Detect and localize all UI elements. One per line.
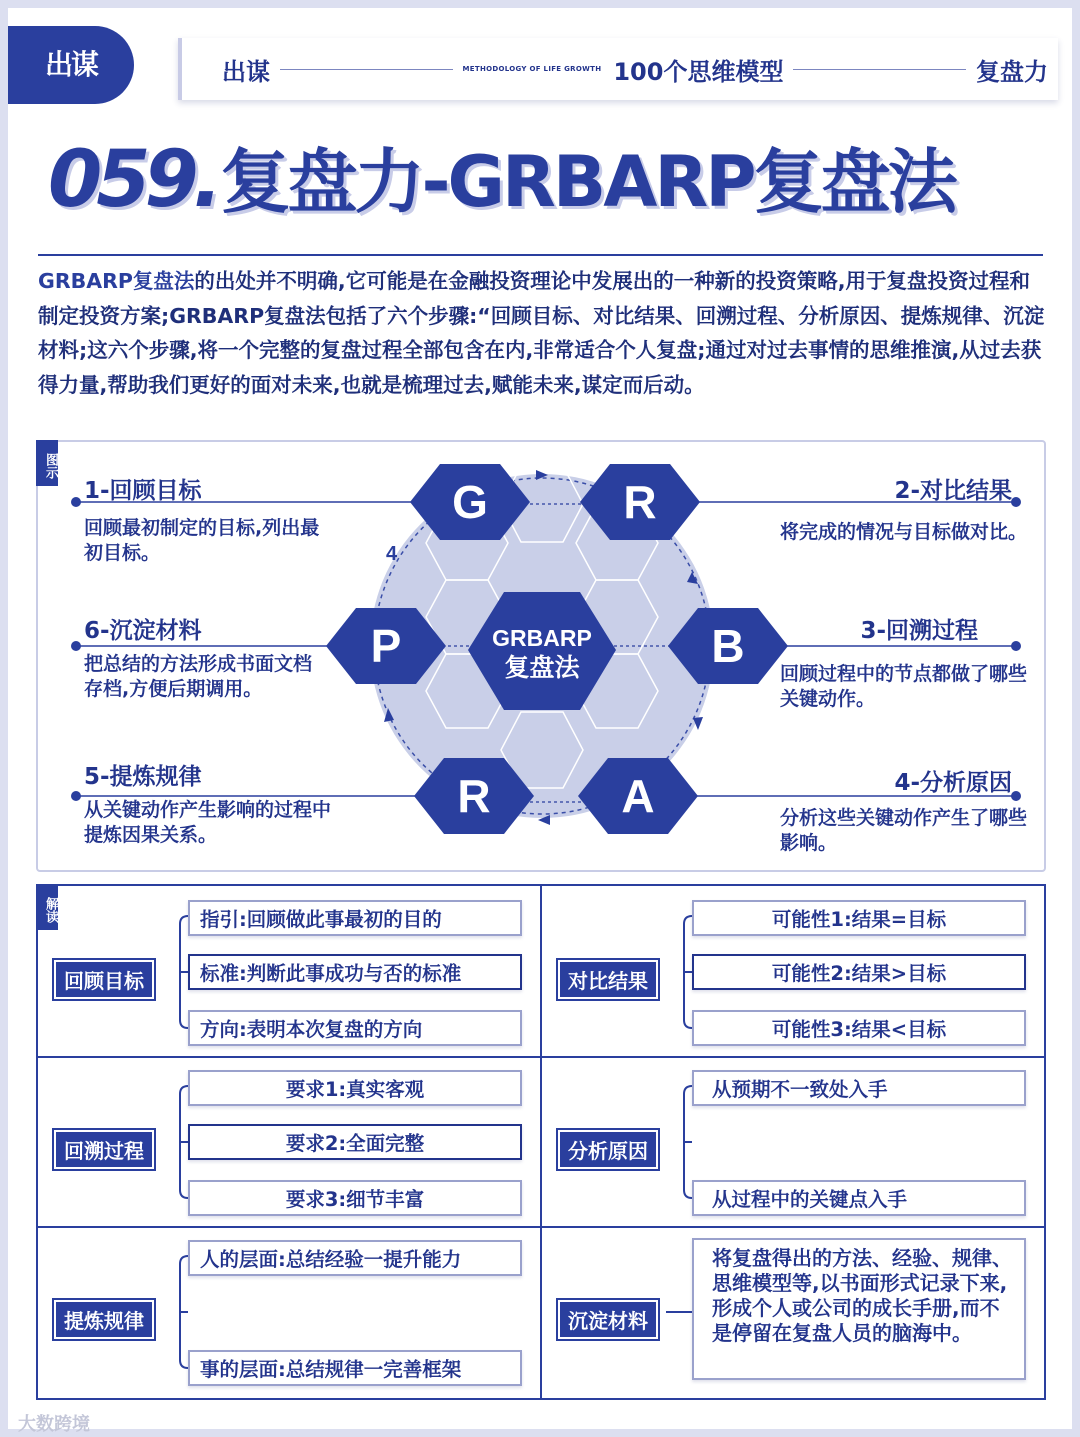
header-small-label: METHODOLOGY OF LIFE GROWTH: [462, 65, 602, 73]
brand-logo: [8, 26, 134, 104]
center-label-2: 复盘法: [504, 653, 580, 682]
hex-r1-letter: R: [623, 476, 657, 528]
intro-paragraph: [38, 264, 1048, 402]
hex-g-letter: G: [452, 476, 488, 528]
header-series-label: 100个思维模型: [613, 57, 784, 86]
deposit-text: 将复盘得出的方法、经验、规律、思维模型等,以书面形式记录下来,形成个人或公司的成长手册,而不是停留在复盘人员的脑海中。: [692, 1238, 1026, 1380]
step-5-title: 5-提炼规律: [84, 764, 202, 790]
category-deposit-material: 沉淀材料: [556, 1298, 660, 1341]
step-1-title: 1-回顾目标: [84, 478, 202, 504]
compare-item-3: 可能性3:结果<目标: [692, 1010, 1026, 1046]
step-3-desc: 回顾过程中的节点都做了哪些关键动作。: [780, 663, 1028, 710]
diagram-tag: 图示: [36, 440, 58, 486]
step-5-desc: 从关键动作产生影响的过程中提炼因果关系。: [84, 799, 332, 846]
review-item-1: 指引:回顾做此事最初的目的: [188, 900, 522, 936]
intro-body: 的出处并不明确,它可能是在金融投资理论中发展出的一种新的投资策略,用于复盘投资过程和制定投资方案;GRBARP复盘法包括了六个步骤:“回顾目标、对比结果、回溯过程、分析原因、提炼规律、沉淀材料;这六个步骤,将一个完整的复盘过程全部包含在内,非常适合个人复盘;通过对过去事情的思维推演,从过去获得力量,帮助我们更好的面对未来,也就是梳理过去,赋能未来,谋定而后动。: [38, 269, 1045, 397]
refine-item-1: 人的层面:总结经验一提升能力: [188, 1240, 522, 1276]
intro-lead: GRBARP复盘法: [38, 269, 195, 293]
step-3-title: 3-回溯过程: [860, 618, 978, 644]
step-4-title: 4-分析原因: [894, 770, 1012, 796]
header-divider: [280, 69, 453, 70]
center-label-1: GRBARP: [492, 625, 592, 651]
review-item-3: 方向:表明本次复盘的方向: [188, 1010, 522, 1046]
reading-tag: 解读: [36, 884, 58, 930]
step-1-desc: 回顾最初制定的目标,列出最初目标。: [84, 517, 320, 564]
step-4-desc: 分析这些关键动作产生了哪些影响。: [780, 807, 1028, 854]
hex-r2-letter: R: [457, 770, 491, 822]
trace-item-1: 要求1:真实客观: [188, 1070, 522, 1106]
step-6-title: 6-沉淀材料: [84, 618, 202, 644]
trace-item-2: 要求2:全面完整: [188, 1124, 522, 1160]
logo-text: 出谋: [44, 48, 97, 81]
title-text: 复盘力-GRBARP复盘法: [220, 141, 955, 223]
header-divider-right: [793, 69, 966, 70]
compare-item-1: 可能性1:结果=目标: [692, 900, 1026, 936]
category-refine-rule: 提炼规律: [52, 1298, 156, 1341]
step-6-desc: 把总结的方法形成书面文档存档,方便后期调用。: [84, 653, 313, 700]
page-title: [48, 126, 1048, 226]
header-right-label: 复盘力: [976, 57, 1048, 86]
hex-b-letter: B: [711, 620, 745, 672]
review-item-2: 标准:判断此事成功与否的标准: [188, 954, 522, 990]
step-2-desc: 将完成的情况与目标做对比。: [780, 521, 1028, 543]
category-compare-result: 对比结果: [556, 958, 660, 1001]
trace-item-3: 要求3:细节丰富: [188, 1180, 522, 1216]
analyze-item-2: 从过程中的关键点入手: [692, 1180, 1026, 1216]
title-number: 059.: [48, 135, 217, 225]
watermark: 大数跨境: [18, 1414, 90, 1435]
header-left-label: 出谋: [222, 57, 270, 86]
analyze-item-1: 从预期不一致处入手: [692, 1070, 1026, 1106]
title-rule: [38, 254, 1043, 256]
category-trace-process: 回溯过程: [52, 1128, 156, 1171]
category-review-goal: 回顾目标: [52, 958, 156, 1001]
step-2-title: 2-对比结果: [894, 478, 1012, 504]
reading-panel: [36, 884, 1046, 1400]
compare-item-2: 可能性2:结果>目标: [692, 954, 1026, 990]
diagram-panel: [36, 440, 1046, 872]
category-analyze-cause: 分析原因: [556, 1128, 660, 1171]
hex-p-letter: P: [370, 620, 402, 672]
header-bar: [178, 38, 1058, 100]
page: [8, 8, 1072, 1435]
hex-a-letter: A: [621, 770, 655, 822]
stray-mark: 4: [386, 543, 398, 565]
refine-item-2: 事的层面:总结规律一完善框架: [188, 1350, 522, 1386]
